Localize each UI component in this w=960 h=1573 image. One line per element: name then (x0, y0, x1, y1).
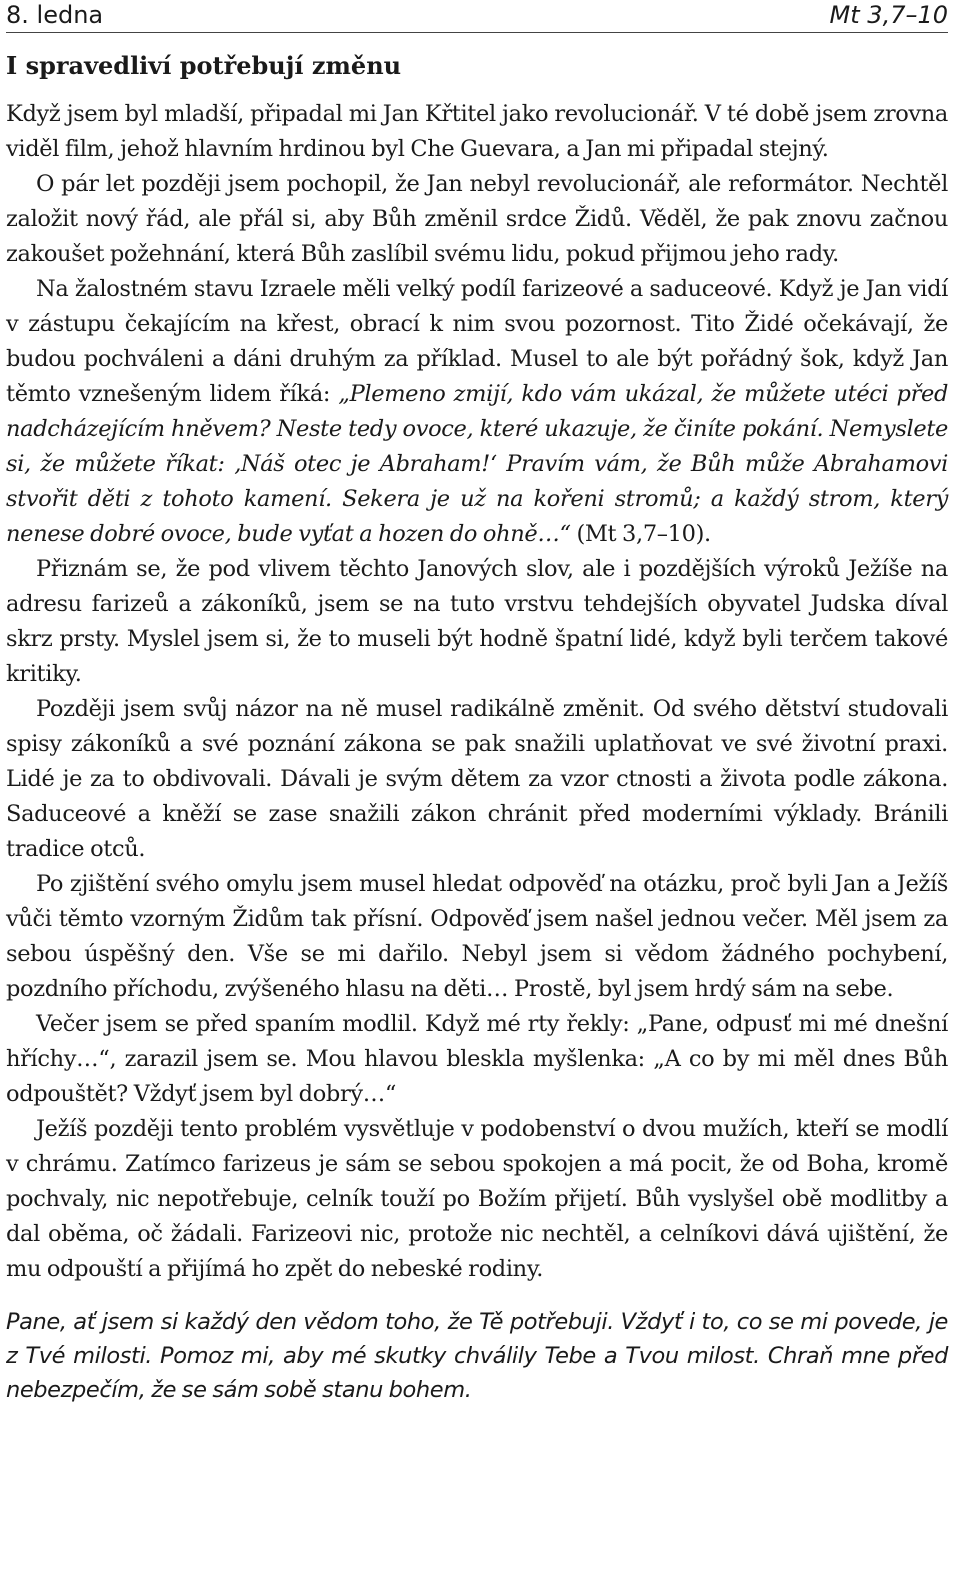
paragraph-2: O pár let později jsem pochopil, že Jan nebyl revolucionář, ale reformátor. Nechtěl založit nový řád, ale přál si, aby Bůh změnil srdce Židů. Věděl, že pak znovu začnou zakoušet požehnání, která Bůh zaslíbil svému lidu, pokud přijmou jeho rady. (6, 171, 948, 267)
paragraph-6: Po zjištění svého omylu jsem musel hledat odpověď na otázku, proč byli Jan a Ježíš vůči těmto vzorným Židům tak přísní. Odpověď jsem našel jednou večer. Měl jsem za sebou úspěšný den. Vše se mi dařilo. Nebyl jsem si vědom žádného pochybení, pozdního příchodu, zvýšeného hlasu na děti… Prostě, byl jsem hrdý sám na sebe. (6, 871, 948, 1002)
devotional-page (6, 0, 948, 1407)
paragraph-5: Později jsem svůj názor na ně musel radikálně změnit. Od svého dětství studovali spisy zákoníků a své poznání zákona se pak snažili uplatňovat ve své životní praxi. Lidé je za to obdivovali. Dávali je svým dětem za vzor ctnosti a života podle zákona. Saduceové a kněží se zase snažili zákon chránit před moderními výklady. Bránili tradice otců. (6, 696, 948, 862)
paragraph-3-intro: Na žalostném stavu Izraele měli velký podíl farizeové a saduceové. Když je Jan vidí v zástupu čekajícím na křest, obrací k nim svou pozornost. Tito Židé očekávají, že budou pochváleni a dáni druhým za příklad. Musel to ale být pořádný šok, když Jan těmto vznešeným lidem říká: (6, 276, 948, 407)
bible-reference: Mt 3,7–10 (829, 1, 948, 29)
closing-prayer: Pane, ať jsem si každý den vědom toho, že Tě potřebuji. Vždyť i to, co se mi povede, je z Tvé milosti. Pomoz mi, aby mé skutky chválily Tebe a Tvou milost. Chraň mne před nebezpečím, že se sám sobě stanu bohem. (6, 1309, 948, 1403)
date-label: 8. ledna (6, 1, 104, 29)
page-title: I spravedliví potřebují změnu (6, 51, 402, 80)
quote-citation: (Mt 3,7–10). (570, 521, 711, 547)
scripture-quote: „Plemeno zmijí, kdo vám ukázal, že můžete utéci před nadcházejícím hněvem? Neste tedy ovoce, které ukazuje, že činíte pokání. Nemyslete si, že můžete říkat: ‚Náš otec je Abraham!‘ Pravím vám, že Bůh může Abrahamovi stvořit děti z tohoto kamení. Sekera je už na kořeni stromů; a každý strom, který nenese dobré ovoce, bude vyťat a hozen do ohně…“ (6, 381, 949, 547)
paragraph-8: Ježíš později tento problém vysvětluje v podobenství o dvou mužích, kteří se modlí v chrámu. Zatímco farizeus je sám se sebou spokojen a má pocit, že od Boha, kromě pochvaly, nic nepotřebuje, celník touží po Božím přijetí. Bůh vyslyšel obě modlitby a dal oběma, oč žádali. Farizeovi nic, protože nic nechtěl, a celníkovi dává ujištění, že mu odpouští a přijímá ho zpět do nebeské rodiny. (6, 1116, 948, 1282)
paragraph-7: Večer jsem se před spaním modlil. Když mé rty řekly: „Pane, odpusť mi mé dnešní hříchy…“, zarazil jsem se. Mou hlavou bleskla myšlenka: „A co by mi měl dnes Bůh odpouštět? Vždyť jsem byl dobrý…“ (6, 1011, 948, 1107)
article-body (6, 97, 948, 1287)
paragraph-3 (6, 272, 948, 552)
paragraph-4: Přiznám se, že pod vlivem těchto Janových slov, ale i pozdějších výroků Ježíše na adresu farizeů a zákoníků, jsem se na tuto vrstvu tehdejších obyvatel Judska díval skrz prsty. Myslel jsem si, že to museli být hodně špatní lidé, když byli terčem takové kritiky. (6, 556, 948, 687)
page-header (6, 0, 948, 33)
paragraph-1: Když jsem byl mladší, připadal mi Jan Křtitel jako revolucionář. V té době jsem zrovna viděl film, jehož hlavním hrdinou byl Che Guevara, a Jan mi připadal stejný. (6, 101, 948, 162)
